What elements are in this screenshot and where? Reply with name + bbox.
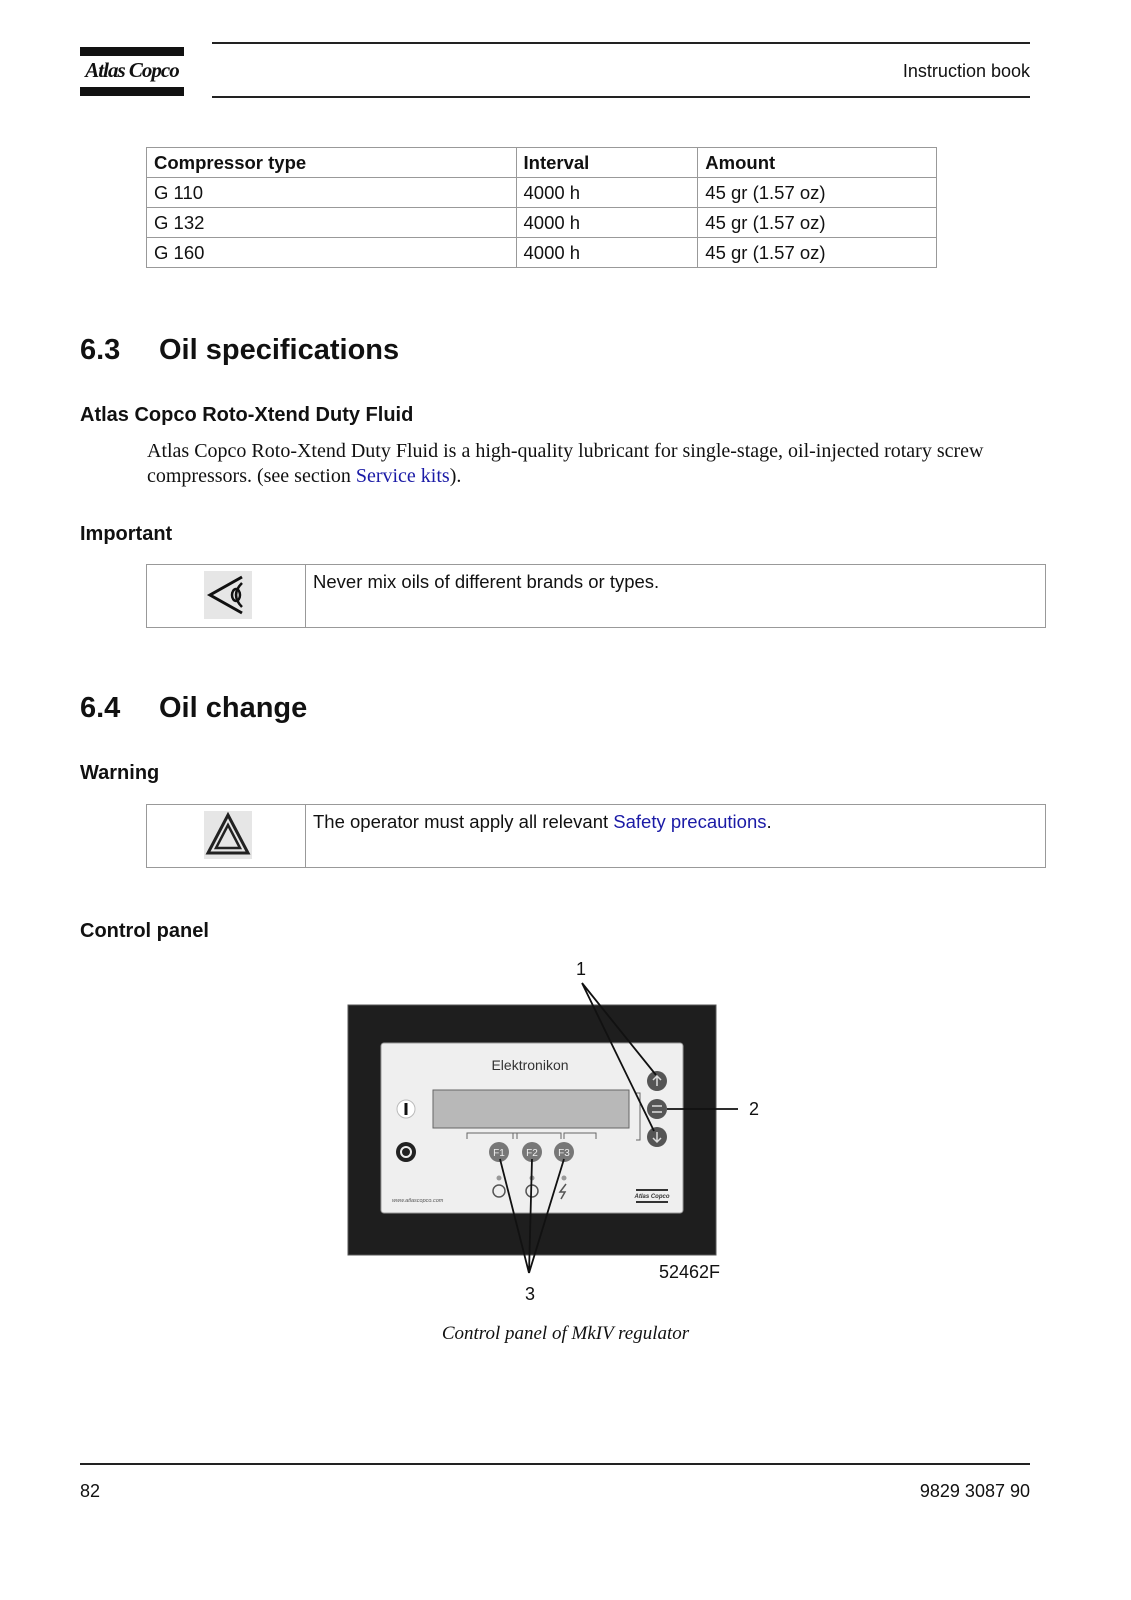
section-number: 6.4 [80, 692, 121, 724]
function-key-label: F2 [526, 1148, 538, 1159]
warning-triangle-icon [204, 811, 252, 859]
figure-id: 52462F [658, 1262, 720, 1282]
important-notice [146, 564, 1046, 628]
table-cell: 45 gr (1.57 oz) [698, 208, 937, 238]
section-title: Oil change [159, 692, 308, 724]
roto-xtend-paragraph [147, 439, 1027, 489]
header-rule-bottom [212, 96, 1030, 98]
table-row [147, 208, 937, 238]
control-panel-heading: Control panel [80, 920, 209, 942]
table-cell: 4000 h [516, 178, 698, 208]
table-cell: 45 gr (1.57 oz) [698, 238, 937, 268]
callout-number: 2 [748, 1099, 760, 1119]
important-message: Never mix oils of different brands or types. [313, 571, 660, 592]
table-header-row [147, 148, 937, 178]
subheading-roto-xtend: Atlas Copco Roto-Xtend Duty Fluid [80, 404, 414, 426]
footer-rule [80, 1463, 1030, 1465]
section-number: 6.3 [80, 334, 121, 366]
service-kits-link[interactable]: Service kits [355, 465, 450, 487]
grease-interval-table [146, 147, 937, 268]
table-cell: 45 gr (1.57 oz) [698, 178, 937, 208]
paragraph-text: ). [449, 465, 462, 487]
notice-icon-cell [147, 805, 306, 867]
tab-key [647, 1099, 667, 1119]
eye-icon [204, 571, 252, 619]
panel-logo-bar [636, 1189, 668, 1191]
table-cell: G 132 [147, 208, 517, 238]
start-icon [405, 1103, 408, 1115]
notice-icon-cell [147, 565, 306, 627]
stop-button [396, 1142, 416, 1162]
warning-notice [146, 804, 1046, 868]
warning-heading: Warning [80, 762, 160, 784]
section-title: Oil specifications [159, 334, 400, 366]
function-key-label: F1 [493, 1148, 505, 1159]
table-row [147, 178, 937, 208]
callout-number: 1 [575, 959, 587, 979]
page-number: 82 [80, 1481, 101, 1501]
led [562, 1176, 567, 1181]
column-header: Amount [698, 148, 937, 178]
table-cell: G 160 [147, 238, 517, 268]
lcd-display [433, 1090, 629, 1128]
function-key-label: F3 [558, 1148, 570, 1159]
warning-text: . [766, 811, 772, 832]
control-panel-figure [340, 955, 780, 1305]
important-heading: Important [80, 523, 173, 545]
website-label: www.atlascopco.com [392, 1198, 444, 1204]
column-header: Compressor type [147, 148, 517, 178]
figure-caption: Control panel of MkIV regulator [441, 1323, 690, 1344]
panel-logo: Atlas Copco [634, 1194, 670, 1200]
led [497, 1176, 502, 1181]
safety-precautions-link[interactable]: Safety precautions [613, 811, 767, 832]
column-header: Interval [516, 148, 698, 178]
elektronikon-label: Elektronikon [491, 1057, 569, 1073]
panel-logo-bar [636, 1201, 668, 1203]
table-cell: 4000 h [516, 238, 698, 268]
doc-number: 9829 3087 90 [919, 1481, 1030, 1501]
logo-bar-top [80, 47, 184, 56]
section-heading-6-4 [80, 692, 307, 725]
table-cell: G 110 [147, 178, 517, 208]
section-heading-6-3 [80, 334, 399, 367]
table-cell: 4000 h [516, 208, 698, 238]
paragraph-text: Atlas Copco Roto-Xtend Duty Fluid is a high-quality lubricant for single-stage, oil-injected rotary screw compressors. (see section [147, 440, 984, 487]
table-row [147, 238, 937, 268]
header-rule-top [212, 42, 1030, 44]
callout-number: 3 [524, 1284, 536, 1304]
warning-message [313, 811, 772, 833]
logo-bar-bottom [80, 87, 184, 96]
header-doc-title: Instruction book [902, 61, 1030, 81]
warning-text: The operator must apply all relevant [313, 811, 614, 832]
atlas-copco-logo: Atlas Copco [85, 58, 179, 82]
